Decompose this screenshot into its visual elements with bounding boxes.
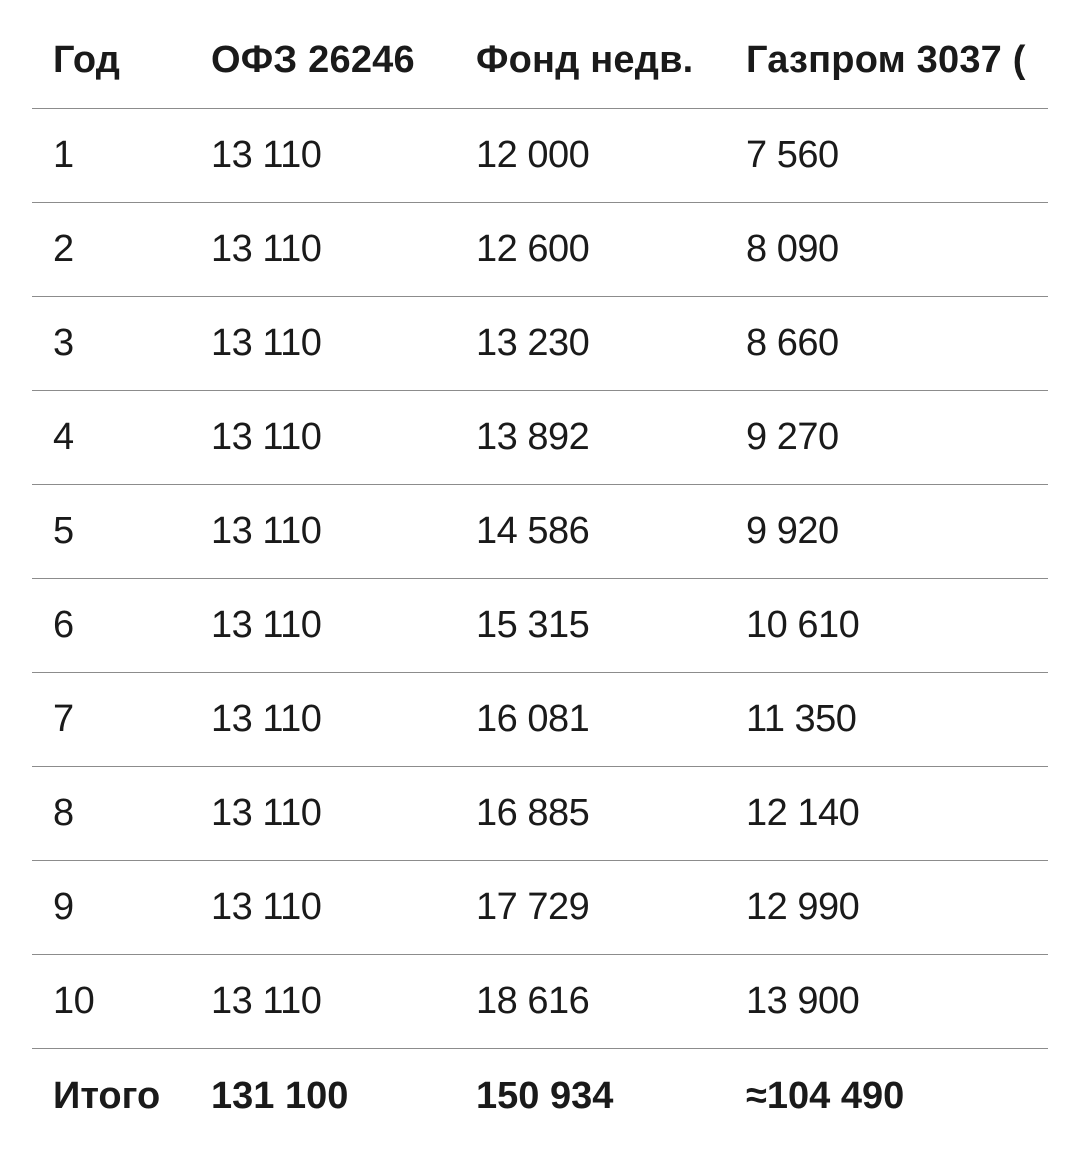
table-header xyxy=(32,14,1048,108)
table-row xyxy=(32,390,1048,484)
cell-year: 6 xyxy=(32,578,190,672)
table-row xyxy=(32,860,1048,954)
table-row xyxy=(32,766,1048,860)
total-row xyxy=(32,1048,1048,1144)
cell-year: 7 xyxy=(32,672,190,766)
table-row xyxy=(32,108,1048,202)
cell-real-estate-fund: 16 885 xyxy=(455,766,725,860)
header-ofz: ОФЗ 26246 xyxy=(190,14,455,108)
cell-gazprom: 9 270 xyxy=(725,390,1048,484)
cell-ofz: 13 110 xyxy=(190,672,455,766)
cell-real-estate-fund: 13 230 xyxy=(455,296,725,390)
cell-ofz: 13 110 xyxy=(190,860,455,954)
cell-gazprom: 10 610 xyxy=(725,578,1048,672)
cell-year: 3 xyxy=(32,296,190,390)
cell-ofz: 13 110 xyxy=(190,766,455,860)
cell-real-estate-fund: 12 000 xyxy=(455,108,725,202)
cell-real-estate-fund: 16 081 xyxy=(455,672,725,766)
table-row xyxy=(32,296,1048,390)
total-real-estate-fund: 150 934 xyxy=(476,1074,614,1117)
table-row xyxy=(32,578,1048,672)
cell-ofz: 13 110 xyxy=(190,484,455,578)
cell-year: 9 xyxy=(32,860,190,954)
cell-year: 8 xyxy=(32,766,190,860)
cell-ofz: 13 110 xyxy=(190,202,455,296)
cell-gazprom: 8 660 xyxy=(725,296,1048,390)
table-row xyxy=(32,202,1048,296)
cell-gazprom: 11 350 xyxy=(725,672,1048,766)
cell-ofz: 13 110 xyxy=(190,390,455,484)
cell-gazprom: 12 140 xyxy=(725,766,1048,860)
header-year: Год xyxy=(32,14,190,108)
cell-year: 4 xyxy=(32,390,190,484)
cell-real-estate-fund: 12 600 xyxy=(455,202,725,296)
cell-ofz: 13 110 xyxy=(190,296,455,390)
cell-real-estate-fund: 15 315 xyxy=(455,578,725,672)
cell-year: 1 xyxy=(32,108,190,202)
cell-year: 5 xyxy=(32,484,190,578)
header-row xyxy=(32,14,1048,108)
cell-year: 10 xyxy=(32,954,190,1048)
data-table-container xyxy=(32,14,1048,1144)
cell-year: 2 xyxy=(32,202,190,296)
total-gazprom: ≈104 490 xyxy=(746,1074,905,1117)
header-gazprom: Газпром 3037 ( xyxy=(725,14,1048,108)
cell-gazprom: 12 990 xyxy=(725,860,1048,954)
table-row xyxy=(32,954,1048,1048)
total-ofz: 131 100 xyxy=(211,1074,349,1117)
cell-real-estate-fund: 14 586 xyxy=(455,484,725,578)
cell-gazprom: 8 090 xyxy=(725,202,1048,296)
cell-ofz: 13 110 xyxy=(190,108,455,202)
header-real-estate-fund: Фонд недв. xyxy=(455,14,725,108)
cell-gazprom: 7 560 xyxy=(725,108,1048,202)
table-footer xyxy=(32,1048,1048,1144)
returns-table xyxy=(32,14,1048,1144)
cell-gazprom: 9 920 xyxy=(725,484,1048,578)
cell-real-estate-fund: 18 616 xyxy=(455,954,725,1048)
cell-ofz: 13 110 xyxy=(190,954,455,1048)
cell-real-estate-fund: 17 729 xyxy=(455,860,725,954)
table-row xyxy=(32,672,1048,766)
cell-gazprom: 13 900 xyxy=(725,954,1048,1048)
total-label: Итого xyxy=(53,1074,161,1117)
cell-ofz: 13 110 xyxy=(190,578,455,672)
table-row xyxy=(32,484,1048,578)
table-body xyxy=(32,108,1048,1048)
cell-real-estate-fund: 13 892 xyxy=(455,390,725,484)
